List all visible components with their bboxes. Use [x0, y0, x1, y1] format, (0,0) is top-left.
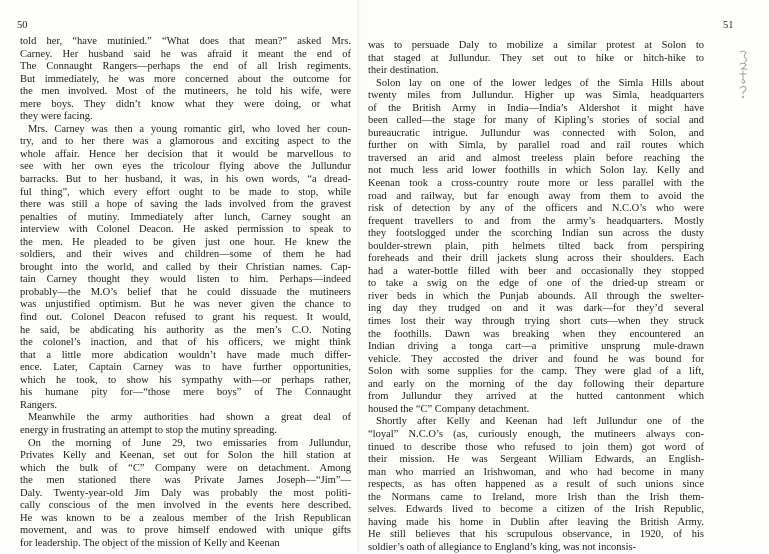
- text-line: try, and to her there was a glamorous and exciting aspect to the: [20, 136, 351, 148]
- text-line: ing day they trudged on and it was dark—for they’d several: [368, 303, 704, 315]
- text-line: their mission. He was Sergeant William Edwards, an English-: [368, 454, 704, 466]
- text-line: traversed an arid and almost treeless plain before reaching the: [368, 152, 704, 164]
- text-line: their destination.: [368, 65, 439, 77]
- text-line: he said, be abdicating his authority as the men’s C.O. Noting: [20, 324, 351, 336]
- text-line: Mrs. Carney was then a young romantic girl, who loved her coun-: [28, 123, 351, 135]
- page-number-right: 51: [723, 20, 734, 31]
- book-gutter: [357, 0, 361, 552]
- text-line: Indian driving a tonga cart—a primitive unsprung mule-drawn: [368, 341, 704, 353]
- text-line: whole affair. Hence her decision that it would be marvellous to: [20, 148, 351, 160]
- handwritten-margin-note: [734, 48, 756, 100]
- text-line: from Jullundur they arrived at the hutted cantonment which: [368, 391, 704, 403]
- text-line: cally conscious of the men involved in the events here described.: [20, 500, 351, 512]
- text-line: for leadership. The object of the mission of Kelly and Keenan: [20, 537, 280, 549]
- text-line: bureaucratic intrigue. Jullundur was connected with Solon, and: [368, 127, 704, 139]
- text-line: and early on the morning of the day following their departure: [368, 378, 704, 390]
- text-line: man who married an Irishwoman, and who had become in many: [368, 466, 704, 478]
- text-line: twenty miles from Jullundur. Higher up was Simla, headquarters: [368, 90, 704, 102]
- text-line: boulder-strewn plain, pith helmets tilted back from perspiring: [368, 240, 704, 252]
- text-line: was to persuade Daly to mobilize a similar protest at Solon to: [368, 40, 704, 51]
- text-line: The Connaught Rangers—perhaps the end of all Irish regiments.: [20, 61, 351, 73]
- text-line: He was known to be a zealous member of the Irish Republican: [20, 512, 351, 524]
- text-line: respects, as has often happened as a result of such unions since: [368, 479, 704, 491]
- text-line: risk of detection by any of the officers and N.C.O’s who were: [368, 203, 704, 215]
- text-line: selves. Edwards lived to become a citizen of the Irish Republic,: [368, 504, 704, 516]
- text-line: to take a swig on the edge of one of the dried-up stream or: [368, 278, 704, 290]
- text-line: they footslogged under the scorching Indian sun across the dusty: [368, 228, 704, 240]
- text-line: Shortly after Kelly and Keenan had left Jullundur one of the: [376, 416, 704, 428]
- text-line: probably—the M.O’s belief that he could dissuade the mutineers: [20, 286, 351, 298]
- text-line: tain Carney thought they would listen to him. Perhaps—indeed: [20, 274, 351, 286]
- text-line: his humane pity for—“those mere boys” of The Connaught: [20, 387, 351, 399]
- text-line: Privates Kelly and Keenan, set out for Solon the hill station at: [20, 450, 351, 462]
- text-line: penalties of mutiny. Immediately after lunch, Carney sought an: [20, 211, 351, 223]
- text-line: find out. Colonel Deacon refused to grant his request. It would,: [20, 312, 351, 324]
- text-line: further on with Simla, by parallel road and rail routes which: [368, 140, 704, 152]
- text-line: the men involved. Most of the mutineers, he told his wife, were: [20, 86, 351, 98]
- text-line: vehicle. They accosted the driver and found he was bound for: [368, 353, 704, 365]
- text-line: see with her own eyes the tricolour flying above the Jullundur: [20, 161, 351, 173]
- text-line: river beds in which the Punjab abounds. All through the swelter-: [368, 290, 704, 302]
- text-line: energy in frustrating an attempt to stop the mutiny spreading.: [20, 424, 278, 436]
- text-line: times lost their way through trying short cuts—when they struck: [368, 316, 704, 328]
- text-line: of the British Army in India—India’s Aldershot it might have: [368, 102, 704, 114]
- text-line: the colonel’s inaction, and that of his officers, we might think: [20, 337, 351, 349]
- pencil-annotation-icon: [734, 48, 756, 100]
- text-line: Carney. Her husband said he was afraid it meant the end of: [20, 48, 351, 60]
- text-line: Daly. Twenty-year-old Jim Daly was probably the most politi-: [20, 487, 351, 499]
- text-line: soldiers, and their wives and children—some of them he had: [20, 249, 351, 261]
- text-line: He still believes that his scrupulous observance, in 1920, of his: [368, 529, 704, 541]
- text-line: the men. He pleaded to be given just one hour. He knew the: [20, 236, 351, 248]
- text-line: was unjustified optimism. But he was never given the chance to: [20, 299, 351, 311]
- text-line: the men stationed there was Private James Joseph—“Jim”—: [20, 475, 351, 487]
- text-line: movement, and was to prove himself endowed with unique gifts: [20, 525, 351, 537]
- left-page-text: [20, 36, 351, 550]
- text-line: which he took, to show his sympathy with—or perhaps rather,: [20, 374, 351, 386]
- text-line: ence. Later, Captain Carney was to have further opportunities,: [20, 362, 351, 374]
- text-line: soldier’s oath of allegiance to England’s king, was not inconsis-: [368, 541, 637, 553]
- text-line: brought into the world, and called by their Christian names. Cap-: [20, 261, 351, 273]
- text-line: having made his home in Dublin after leaving the British Army.: [368, 516, 704, 528]
- text-line: Meanwhile the army authorities had shown a great deal of: [28, 412, 351, 424]
- text-line: frequent travellers to and from the army’s headquarters. Mostly: [368, 215, 704, 227]
- text-line: road and railway, but far enough away from them to avoid the: [368, 190, 704, 202]
- text-line: Solon lay on one of the lower ledges of the Simla Hills about: [376, 77, 704, 89]
- text-line: foreheads and their drill jackets slung across their shoulders. Each: [368, 253, 704, 265]
- text-line: Keenan took a cross-country route more or less parallel with the: [368, 178, 704, 190]
- text-line: not much less arid lower foothills in which Solon lay. Kelly and: [368, 165, 704, 177]
- text-line: But immediately, he was more concerned about the outcome for: [20, 73, 351, 85]
- text-line: been called—the stage for many of Kipling’s stories of social and: [368, 115, 704, 127]
- text-line: the Normans came to Ireland, more Irish than the Irish them-: [368, 491, 704, 503]
- text-line: that staged at Jullundur. They set out to hike or hitch-hike to: [368, 52, 704, 64]
- text-line: housed the “C” Company detachment.: [368, 403, 530, 415]
- right-page-text: [368, 40, 704, 554]
- text-line: ful thing”, which every effort ought to be made to stop, while: [20, 186, 351, 198]
- page-number-left: 50: [17, 20, 28, 31]
- text-line: the foothills. Dawn was breaking when they encountered an: [368, 328, 704, 340]
- text-line: mere boys. They didn’t know what they were doing, or what: [20, 98, 351, 110]
- text-line: that a little more abdication wouldn’t have made much differ-: [20, 349, 351, 361]
- text-line: On the morning of June 29, two emissaries from Jullundur,: [28, 437, 351, 449]
- text-line: tinued to describe those who refused to join them) got word of: [368, 441, 704, 453]
- text-line: barracks. But to her husband, it was, in his own words, “a dread-: [20, 174, 351, 186]
- text-line: told her, “have mutinied.” “What does that mean?” asked Mrs.: [20, 36, 351, 47]
- text-line: Solon with some supplies for the camp. They were glad of a lift,: [368, 366, 704, 378]
- text-line: had a water-bottle filled with beer and occasionally they stopped: [368, 265, 704, 277]
- text-line: Rangers.: [20, 399, 58, 411]
- text-line: they were facing.: [20, 111, 93, 123]
- text-line: which the bulk of “C” Company were on detachment. Among: [20, 462, 351, 474]
- text-line: there was still a hope of saving the lads involved from the gravest: [20, 199, 351, 211]
- text-line: “loyal” N.C.O’s (as, curiously enough, the mutineers always con-: [368, 428, 704, 440]
- text-line: interview with Colonel Deacon. He asked permission to speak to: [20, 224, 351, 236]
